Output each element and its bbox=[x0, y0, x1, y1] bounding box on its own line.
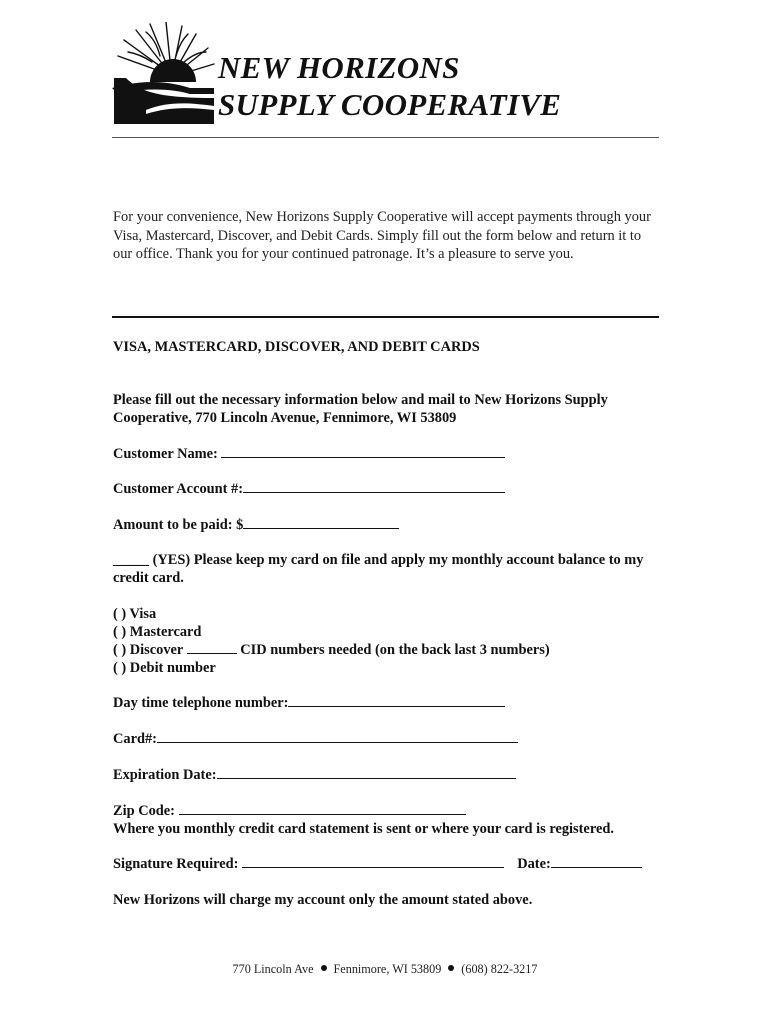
consent-blank[interactable]: _____ bbox=[113, 552, 149, 568]
mailing-instructions: Please fill out the necessary information below and mail to New Horizons Supply Cooperative, 770 Lincoln Avenue, Fennimore, WI 53809 bbox=[113, 392, 608, 426]
expiration-field bbox=[113, 766, 516, 784]
cid-note: CID numbers needed (on the back last 3 numbers) bbox=[236, 642, 550, 658]
option-debit[interactable]: ( ) Debit number bbox=[113, 660, 216, 676]
card-on-file-consent bbox=[113, 551, 658, 587]
sunrise-logo bbox=[110, 22, 216, 124]
phone-blank[interactable] bbox=[288, 694, 505, 707]
amount-label: Amount to be paid: $ bbox=[113, 517, 244, 533]
card-number-label: Card#: bbox=[113, 731, 157, 747]
header-divider bbox=[112, 137, 659, 138]
option-discover-label: ( ) Discover bbox=[113, 642, 187, 658]
expiration-label: Expiration Date: bbox=[113, 767, 217, 783]
phone-field bbox=[113, 694, 505, 712]
zip-note: Where you monthly credit card statement is sent or where your card is registered. bbox=[113, 821, 614, 837]
customer-account-field bbox=[113, 480, 505, 498]
customer-name-label: Customer Name: bbox=[113, 446, 222, 462]
option-discover[interactable] bbox=[113, 641, 550, 659]
cid-blank[interactable] bbox=[187, 641, 237, 654]
customer-name-blank[interactable] bbox=[221, 445, 505, 458]
org-name-line2: SUPPLY COOPERATIVE bbox=[218, 87, 562, 122]
section-title: VISA, MASTERCARD, DISCOVER, AND DEBIT CARDS bbox=[113, 339, 480, 355]
charge-note: New Horizons will charge my account only the amount stated above. bbox=[113, 892, 533, 908]
date-blank[interactable] bbox=[551, 855, 642, 868]
option-mastercard[interactable]: ( ) Mastercard bbox=[113, 624, 202, 640]
zip-label: Zip Code: bbox=[113, 803, 179, 819]
customer-account-label: Customer Account #: bbox=[113, 481, 244, 497]
customer-name-field bbox=[113, 445, 505, 463]
intro-paragraph: For your convenience, New Horizons Supply Cooperative will accept payments through your Visa, Mastercard, Discover, and Debit Cards. Simply fill out the form below and return it to our office. Thank you for your continued patronage. It’s a pleasure to serve you. bbox=[113, 209, 651, 263]
org-name-line1: NEW HORIZONS bbox=[218, 50, 460, 85]
footer-city: Fennimore, WI 53809 bbox=[333, 962, 442, 976]
footer-contact bbox=[0, 962, 770, 977]
amount-field bbox=[113, 516, 399, 534]
consent-text: (YES) Please keep my card on file and apply my monthly account balance to my credit card. bbox=[113, 552, 644, 586]
signature-label: Signature Required: bbox=[113, 856, 242, 872]
phone-label: Day time telephone number: bbox=[113, 695, 289, 711]
bullet-icon bbox=[321, 965, 327, 971]
signature-field bbox=[113, 855, 642, 873]
footer-address: 770 Lincoln Ave bbox=[232, 962, 314, 976]
bullet-icon bbox=[448, 965, 454, 971]
customer-account-blank[interactable] bbox=[243, 480, 505, 493]
zip-blank[interactable] bbox=[179, 802, 466, 815]
amount-blank[interactable] bbox=[243, 516, 399, 529]
zip-field bbox=[113, 802, 466, 820]
signature-blank[interactable] bbox=[242, 855, 504, 868]
section-divider bbox=[112, 316, 659, 318]
footer-phone: (608) 822-3217 bbox=[461, 962, 538, 976]
option-visa[interactable]: ( ) Visa bbox=[113, 606, 157, 622]
date-label: Date: bbox=[517, 856, 551, 872]
expiration-blank[interactable] bbox=[217, 766, 516, 779]
card-number-blank[interactable] bbox=[157, 730, 518, 743]
card-number-field bbox=[113, 730, 518, 748]
